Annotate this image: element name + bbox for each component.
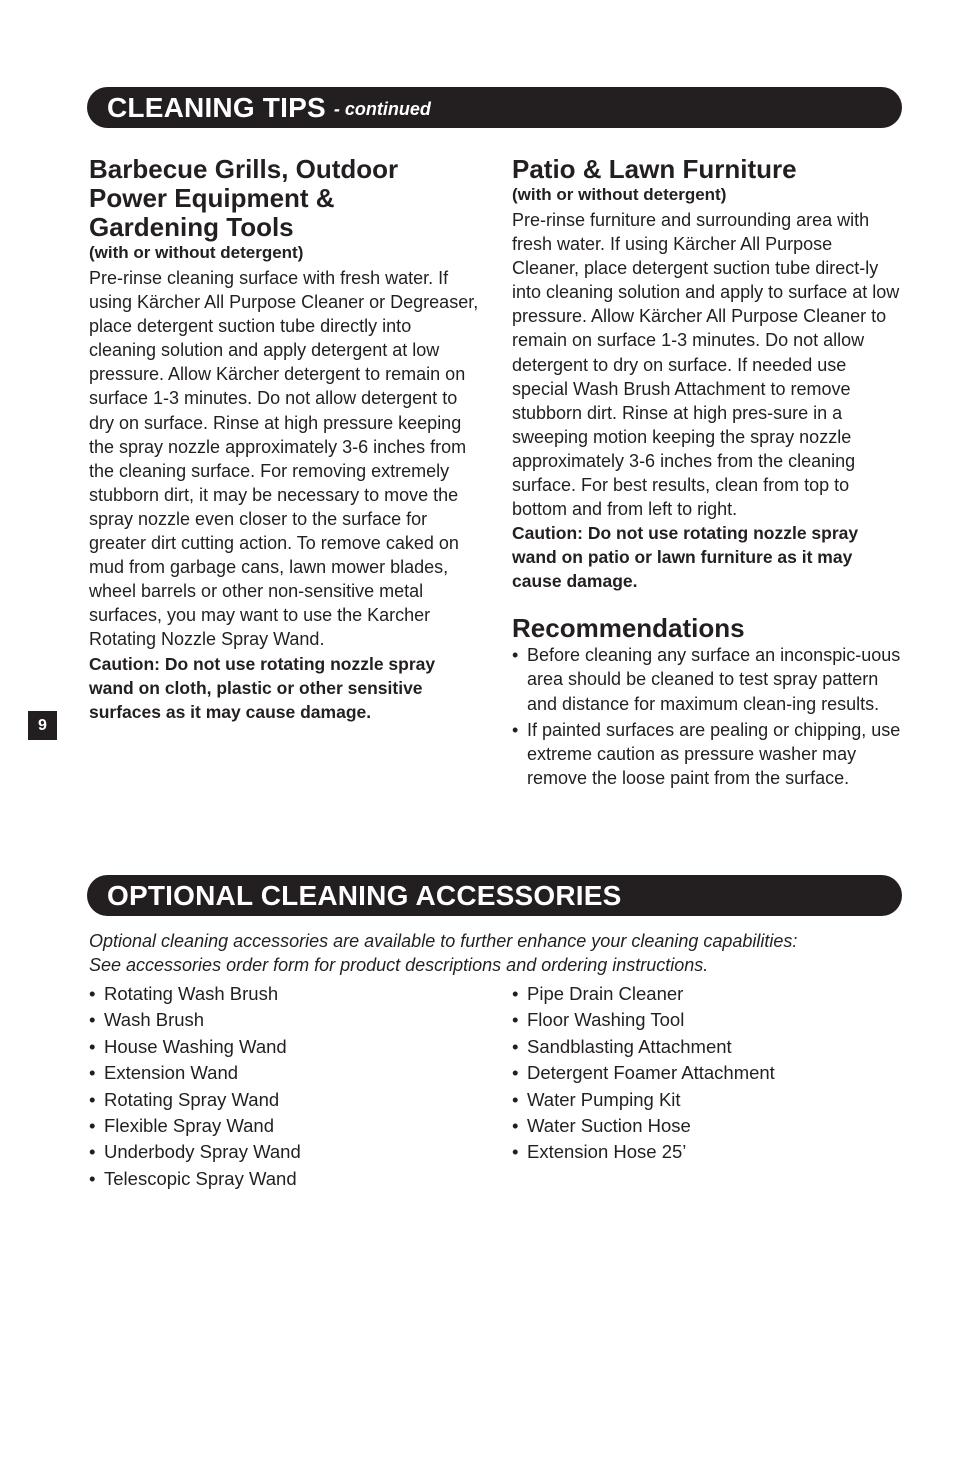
list-item: • House Washing Wand xyxy=(89,1034,469,1060)
patio-section xyxy=(512,155,904,594)
patio-body: Pre-rinse furniture and surrounding area with fresh water. If using Kärcher All Purpose Cleaner, place detergent suction tube direct-ly into cleaning solution and apply to surface at low pressure. Allow Kärcher All Purpose Cleaner to remain on surface 1-3 minutes. Do not allow detergent to dry on surface. If needed use special Wash Brush Attachment to remove stubborn dirt. Rinse at high pres-sure in a sweeping motion keeping the spray nozzle approximately 3-6 inches from the cleaning surface. For best results, clean from top to bottom and from left to right. xyxy=(512,210,900,520)
patio-heading: Patio & Lawn Furniture xyxy=(512,154,797,184)
list-item: • Pipe Drain Cleaner xyxy=(512,981,892,1007)
accessories-title: OPTIONAL CLEANING ACCESSORIES xyxy=(107,879,622,911)
list-item: • Wash Brush xyxy=(89,1007,469,1033)
bbq-section xyxy=(89,155,479,724)
accessories-list-right xyxy=(512,981,892,1166)
accessories-list-left xyxy=(89,981,469,1192)
patio-caution: Caution: Do not use rotating nozzle spray wand on patio or lawn furniture as it may cause damage. xyxy=(512,523,859,592)
accessories-intro-line2: See accessories order form for product descriptions and ordering instructions. xyxy=(89,955,709,976)
list-item: • Extension Hose 25’ xyxy=(512,1139,892,1165)
bbq-caution: Caution: Do not use rotating nozzle spray wand on cloth, plastic or other sensitive surfaces as it may cause damage. xyxy=(89,653,436,722)
recommendations-heading: Recommendations xyxy=(512,613,745,643)
bbq-heading-line2: Power Equipment & xyxy=(89,183,335,213)
accessories-banner xyxy=(87,875,902,916)
list-item: • Sandblasting Attachment xyxy=(512,1034,892,1060)
list-item: • If painted surfaces are pealing or chipping, use extreme caution as pressure washer may remove the loose paint from the surface. xyxy=(512,718,904,791)
bbq-heading xyxy=(89,155,479,242)
cleaning-tips-subtitle: - continued xyxy=(333,99,431,119)
recommendations-list xyxy=(512,643,904,791)
list-item: • Floor Washing Tool xyxy=(512,1007,892,1033)
list-item: • Rotating Wash Brush xyxy=(89,981,469,1007)
list-item: • Flexible Spray Wand xyxy=(89,1113,469,1139)
bbq-subheading: (with or without detergent) xyxy=(89,243,304,262)
page-number: 9 xyxy=(28,711,57,740)
list-item: • Detergent Foamer Attachment xyxy=(512,1060,892,1086)
accessories-intro-line1: Optional cleaning accessories are available to further enhance your cleaning capabilities: xyxy=(89,931,798,951)
bbq-body: Pre-rinse cleaning surface with fresh water. If using Kärcher All Purpose Cleaner or Degreaser, place detergent suction tube directly into cleaning solution and apply detergent at low pressure. Allow Kärcher detergent to remain on surface 1-3 minutes. Do not allow detergent to dry on surface. Rinse at high pressure keeping the spray nozzle approximately 3-6 inches from the cleaning surface. For removing extremely stubborn dirt, it may be necessary to move the spray nozzle even closer to the surface for greater dirt cutting action. To remove caked on mud from garbage cans, lawn mower blades, wheel barrels or other non-sensitive metal surfaces, you may want to use the Karcher Rotating Nozzle Spray Wand. xyxy=(89,268,479,650)
list-item: • Before cleaning any surface an inconspic-uous area should be cleaned to test spray pattern and distance for maximum clean-ing results. xyxy=(512,643,904,716)
cleaning-tips-banner xyxy=(87,87,902,128)
accessories-intro xyxy=(89,929,889,977)
list-item: • Water Suction Hose xyxy=(512,1113,892,1139)
bbq-heading-line3: Gardening Tools xyxy=(89,212,294,242)
cleaning-tips-title: CLEANING TIPS xyxy=(107,91,326,123)
recommendations-section xyxy=(512,614,904,793)
list-item: • Underbody Spray Wand xyxy=(89,1139,469,1165)
list-item: • Water Pumping Kit xyxy=(512,1087,892,1113)
bbq-heading-line1: Barbecue Grills, Outdoor xyxy=(89,154,399,184)
list-item: • Rotating Spray Wand xyxy=(89,1087,469,1113)
list-item: • Telescopic Spray Wand xyxy=(89,1166,469,1192)
patio-subheading: (with or without detergent) xyxy=(512,185,727,204)
list-item: • Extension Wand xyxy=(89,1060,469,1086)
